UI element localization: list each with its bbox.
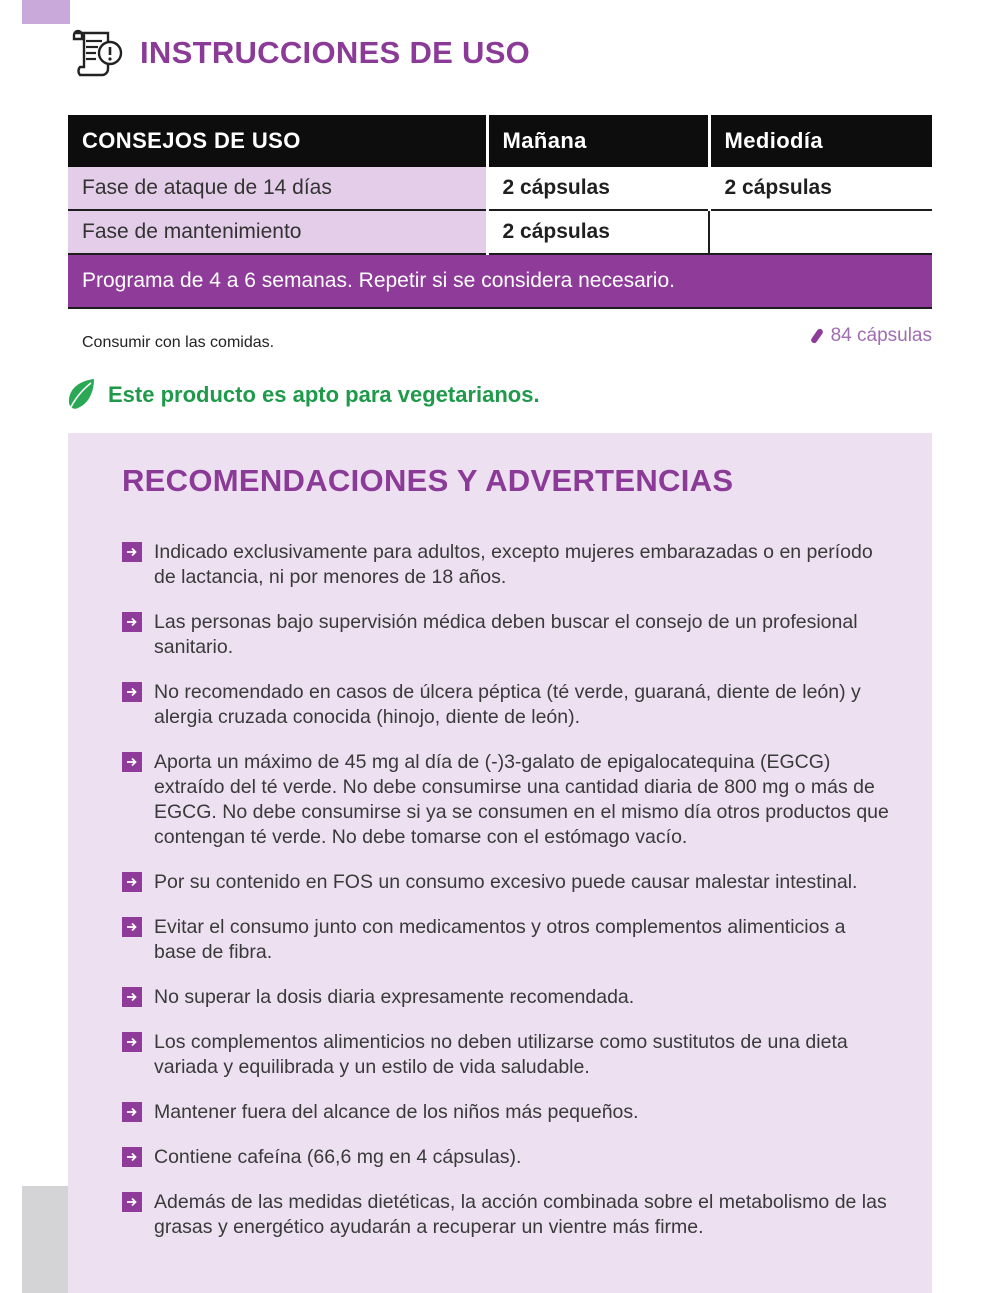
dosage-table <box>68 115 932 309</box>
instructions-scroll-icon <box>70 27 126 79</box>
arrow-bullet-icon <box>122 987 142 1007</box>
column-header-morning: Mañana <box>487 115 709 167</box>
list-item <box>122 610 892 660</box>
capsule-count-text: 84 cápsulas <box>830 325 932 346</box>
arrow-bullet-icon <box>122 682 142 702</box>
corner-decoration-bottom <box>22 1186 68 1293</box>
leaf-icon <box>66 378 96 412</box>
column-header-midday: Mediodía <box>709 115 932 167</box>
arrow-bullet-icon <box>122 612 142 632</box>
vegetarian-text: Este producto es apto para vegetarianos. <box>108 382 540 407</box>
list-item <box>122 915 892 965</box>
dosage-table-header <box>68 115 932 167</box>
morning-dose: 2 cápsulas <box>487 167 709 210</box>
program-row <box>68 254 932 308</box>
table-row <box>68 167 932 210</box>
vegetarian-note <box>66 378 540 412</box>
arrow-bullet-icon <box>122 1147 142 1167</box>
list-item <box>122 1100 892 1125</box>
list-item-text: Contiene cafeína (66,6 mg en 4 cápsulas). <box>154 1146 522 1168</box>
arrow-bullet-icon <box>122 872 142 892</box>
list-item <box>122 985 892 1010</box>
program-note: Programa de 4 a 6 semanas. Repetir si se considera necesario. <box>68 254 932 308</box>
morning-dose: 2 cápsulas <box>487 210 709 254</box>
arrow-bullet-icon <box>122 1032 142 1052</box>
list-item <box>122 1030 892 1080</box>
arrow-bullet-icon <box>122 752 142 772</box>
recommendations-panel <box>68 433 932 1293</box>
recommendations-title: RECOMENDACIONES Y ADVERTENCIAS <box>122 463 734 498</box>
list-item-text: Por su contenido en FOS un consumo excesivo puede causar malestar intestinal. <box>154 871 858 893</box>
list-item <box>122 1145 892 1170</box>
midday-dose: 2 cápsulas <box>709 167 932 210</box>
list-item <box>122 680 892 730</box>
usage-note: Consumir con las comidas. <box>82 334 275 351</box>
list-item-text: Indicado exclusivamente para adultos, excepto mujeres embarazadas o en período de lactancia, ni por menores de 18 años. <box>154 541 873 588</box>
column-header-usage: CONSEJOS DE USO <box>68 115 487 167</box>
list-item <box>122 540 892 590</box>
list-item <box>122 1190 892 1240</box>
arrow-bullet-icon <box>122 917 142 937</box>
list-item-text: No superar la dosis diaria expresamente recomendada. <box>154 986 635 1008</box>
corner-decoration-top <box>22 0 70 24</box>
list-item-text: Además de las medidas dietéticas, la acción combinada sobre el metabolismo de las grasas y energético ayudarán a recuperar un vientre más firme. <box>154 1191 887 1238</box>
page-title: INSTRUCCIONES DE USO <box>140 35 531 70</box>
capsule-count <box>809 325 932 347</box>
row-label: Fase de mantenimiento <box>68 210 487 254</box>
list-item <box>122 750 892 850</box>
arrow-bullet-icon <box>122 1192 142 1212</box>
recommendations-list <box>122 540 892 1260</box>
list-item-text: Las personas bajo supervisión médica deben buscar el consejo de un profesional sanitario. <box>154 611 858 658</box>
arrow-bullet-icon <box>122 1102 142 1122</box>
list-item-text: Mantener fuera del alcance de los niños más pequeños. <box>154 1101 639 1123</box>
list-item <box>122 870 892 895</box>
capsule-icon <box>809 328 825 344</box>
list-item-text: Los complementos alimenticios no deben utilizarse como sustitutos de una dieta variada y equilibrada y un estilo de vida saludable. <box>154 1031 848 1078</box>
list-item-text: Evitar el consumo junto con medicamentos y otros complementos alimenticios a base de fibra. <box>154 916 846 963</box>
midday-dose <box>709 210 932 254</box>
arrow-bullet-icon <box>122 542 142 562</box>
instructions-header <box>70 26 530 80</box>
table-row <box>68 210 932 254</box>
list-item-text: Aporta un máximo de 45 mg al día de (-)3-galato de epigalocatequina (EGCG) extraído del té verde. No debe consumirse una cantidad diaria de 800 mg o más de EGCG. No debe consumirse si ya se consumen en el mismo día otros productos que contengan té verde. No debe tomarse con el estómago vacío. <box>154 751 889 848</box>
row-label: Fase de ataque de 14 días <box>68 167 487 210</box>
list-item-text: No recomendado en casos de úlcera péptica (té verde, guaraná, diente de león) y alergia cruzada conocida (hinojo, diente de león). <box>154 681 861 728</box>
